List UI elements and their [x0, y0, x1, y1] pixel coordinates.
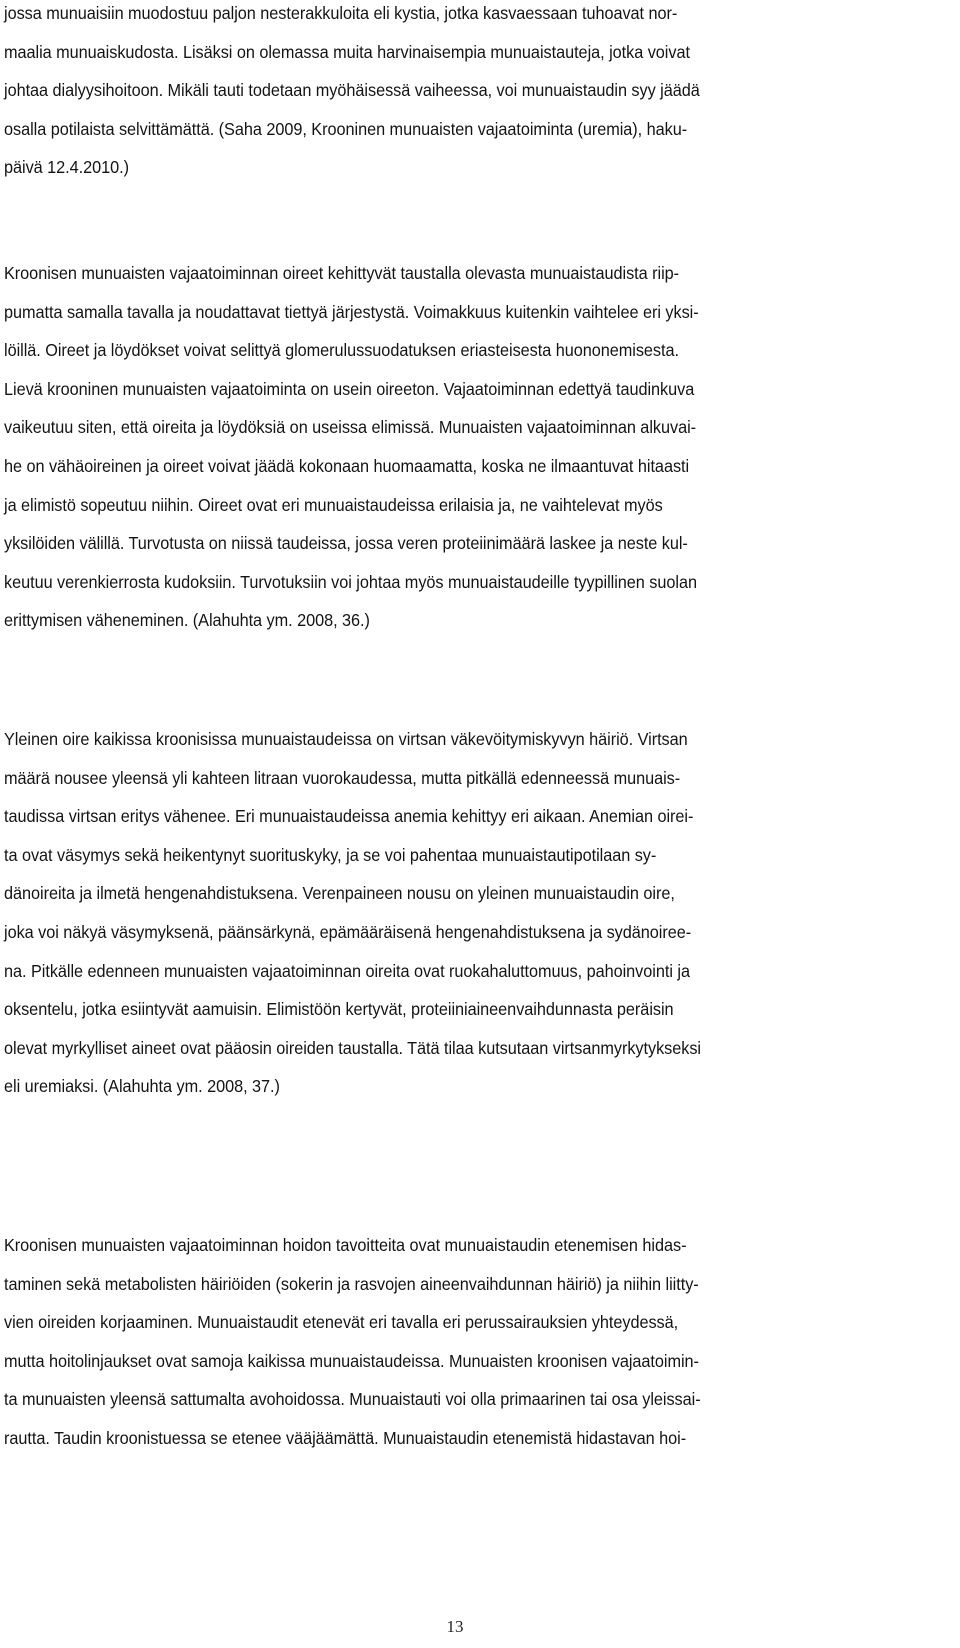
- text-line: dänoireita ja ilmetä hengenahdistuksena. Verenpaineen nousu on yleinen munuaistaudin oire,: [4, 883, 675, 904]
- paragraph-4: [4, 1226, 757, 1458]
- text-line: yksilöiden välillä. Turvotusta on niissä taudeissa, jossa veren proteiinimäärä laskee ja neste kul-: [4, 533, 688, 554]
- text-line: mutta hoitolinjaukset ovat samoja kaikissa munuaistaudeissa. Munuaisten kroonisen vajaatoimin-: [4, 1350, 699, 1371]
- text-line: olevat myrkylliset aineet ovat pääosin oireiden taustalla. Tätä tilaa kutsutaan virtsanmyrkytykseksi: [4, 1037, 702, 1058]
- text-line: ja elimistö sopeutuu niihin. Oireet ovat eri munuaistaudeissa erilaisia ja, ne vaihtelevat myös: [4, 494, 663, 515]
- page-number: 13: [446, 1617, 464, 1636]
- text-line: määrä nousee yleensä yli kahteen litraan vuorokaudessa, mutta pitkällä edenneessä munuais-: [4, 767, 681, 788]
- text-line: johtaa dialyysihoitoon. Mikäli tauti todetaan myöhäisessä vaiheessa, voi munuaistaudin syy jäädä: [4, 80, 700, 101]
- text-line: maalia munuaiskudosta. Lisäksi on olemassa muita harvinaisempia munuaistauteja, jotka voivat: [4, 41, 690, 62]
- text-line: löillä. Oireet ja löydökset voivat selittyä glomerulussuodatuksen eriasteisesta huononemisesta.: [4, 340, 679, 361]
- text-line: päivä 12.4.2010.): [4, 157, 129, 178]
- text-line: Yleinen oire kaikissa kroonisissa munuaistaudeissa on virtsan väkevöitymiskyvyn häiriö. Virtsan: [4, 729, 688, 749]
- text-line: Kroonisen munuaisten vajaatoiminnan oireet kehittyvät taustalla olevasta munuaistaudista riip-: [4, 263, 680, 283]
- text-line: erittymisen väheneminen. (Alahuhta ym. 2008, 36.): [4, 610, 370, 631]
- paragraph-1: [4, 0, 756, 187]
- paragraph-3: [4, 720, 758, 1106]
- text-line: ta munuaisten yleensä sattumalta avohoidossa. Munuaistauti voi olla primaarinen tai osa yleissai-: [4, 1389, 701, 1410]
- paragraph-2: [4, 254, 755, 640]
- text-line: joka voi näkyä väsymyksenä, päänsärkynä, epämääräisenä hengenahdistuksena ja sydänoiree-: [4, 921, 692, 942]
- text-line: Kroonisen munuaisten vajaatoiminnan hoidon tavoitteita ovat munuaistaudin etenemisen hidas-: [4, 1235, 687, 1255]
- text-line: jossa munuaisiin muodostuu paljon nesterakkuloita eli kystia, jotka kasvaessaan tuhoavat nor-: [4, 3, 678, 23]
- text-line: na. Pitkälle edenneen munuaisten vajaatoiminnan oireita ovat ruokahaluttomuus, pahoinvointi ja: [4, 960, 690, 981]
- text-line: eli uremiaksi. (Alahuhta ym. 2008, 37.): [4, 1076, 280, 1097]
- text-line: taminen sekä metabolisten häiriöiden (sokerin ja rasvojen aineenvaihdunnan häiriö) ja niihin liitty-: [4, 1273, 699, 1294]
- text-line: ta ovat väsymys sekä heikentynyt suorituskyky, ja se voi pahentaa munuaistautipotilaan sy-: [4, 844, 657, 865]
- text-line: oksentelu, jotka esiintyvät aamuisin. Elimistöön kertyvät, proteiiniaineenvaihdunnasta peräisin: [4, 999, 674, 1020]
- text-line: rautta. Taudin kroonistuessa se etenee vääjäämättä. Munuaistaudin etenemistä hidastavan hoi-: [4, 1427, 687, 1448]
- text-line: pumatta samalla tavalla ja noudattavat tiettyä järjestystä. Voimakkuus kuitenkin vaihtelee eri yksi-: [4, 301, 699, 322]
- text-line: taudissa virtsan eritys vähenee. Eri munuaistaudeissa anemia kehittyy eri aikaan. Anemian oirei-: [4, 806, 694, 827]
- text-line: Lievä krooninen munuaisten vajaatoiminta on usein oireeton. Vajaatoiminnan edettyä taudinkuva: [4, 378, 695, 399]
- text-line: vien oireiden korjaaminen. Munuaistaudit etenevät eri tavalla eri perussairauksien yhteydessä,: [4, 1312, 679, 1333]
- text-line: vaikeutuu siten, että oireita ja löydöksiä on useissa elimissä. Munuaisten vajaatoiminnan alkuvai-: [4, 417, 697, 438]
- text-line: keutuu verenkierrosta kudoksiin. Turvotuksiin voi johtaa myös munuaistaudeille tyypillinen suolan: [4, 571, 697, 592]
- text-line: he on vähäoireinen ja oireet voivat jäädä kokonaan huomaamatta, koska ne ilmaantuvat hitaasti: [4, 455, 690, 476]
- text-line: osalla potilaista selvittämättä. (Saha 2009, Krooninen munuaisten vajaatoiminta (uremia), haku-: [4, 118, 688, 139]
